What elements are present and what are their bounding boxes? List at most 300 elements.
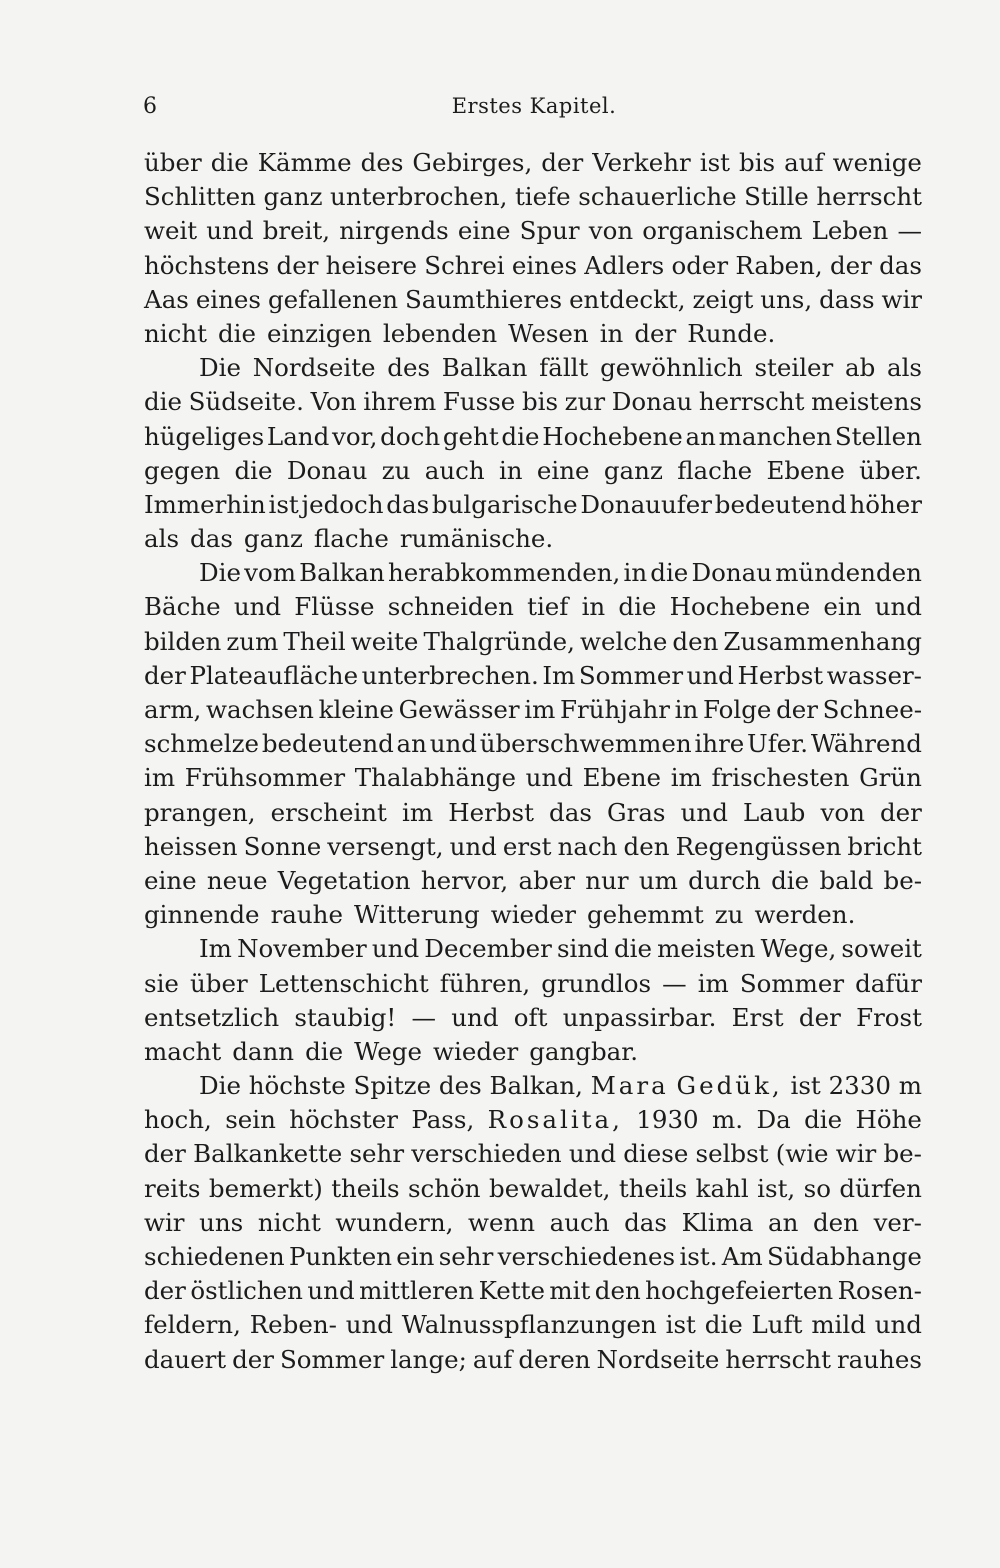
word: rauhe: [270, 900, 343, 930]
word: Rosalita,: [487, 1105, 623, 1135]
word: Stille: [744, 182, 809, 212]
word: bedeutend: [261, 729, 394, 759]
word: der: [144, 1139, 186, 1169]
word: und: [525, 763, 573, 793]
word: bilden: [144, 626, 222, 656]
word: Sonne: [243, 831, 322, 861]
word: Sommer: [578, 660, 684, 690]
word: Wesen: [508, 318, 589, 348]
word: Im: [542, 660, 576, 690]
word: Frühjahr: [560, 695, 670, 724]
word: Bäche: [144, 592, 221, 622]
word: sind: [556, 934, 609, 964]
word: das: [386, 489, 430, 519]
word: Gedük,: [676, 1071, 783, 1101]
word: Gewässer: [398, 695, 520, 724]
word: Donau: [611, 387, 693, 417]
word: gegen: [144, 455, 221, 485]
word: Balkan: [299, 558, 385, 588]
word: mit: [549, 1276, 591, 1306]
word: die: [501, 421, 540, 451]
word: Stellen: [834, 421, 922, 451]
word: Nordseite: [596, 1344, 720, 1374]
word: der: [541, 148, 584, 177]
word: gewöhnlich: [600, 353, 743, 383]
word: doch: [380, 421, 441, 451]
text-line: [144, 351, 922, 385]
word: Hochebene: [669, 592, 811, 622]
word: wenn: [468, 1207, 536, 1237]
word: Erst: [731, 1002, 784, 1032]
word: ist: [268, 489, 299, 519]
word: bricht: [847, 831, 922, 861]
word: höchstens: [144, 250, 270, 280]
text-line: [144, 1137, 922, 1171]
text-line: [144, 249, 922, 283]
word: ist: [699, 148, 730, 177]
word: macht: [144, 1036, 222, 1066]
word: Donauufer: [580, 489, 713, 519]
word: arm,: [144, 695, 202, 724]
word: und: [307, 1276, 355, 1306]
word: selbst: [695, 1139, 769, 1169]
text-line: [144, 796, 922, 830]
word: ab: [844, 353, 876, 383]
word: December: [424, 934, 552, 964]
word: Flüsse: [294, 592, 375, 622]
word: Pass,: [411, 1105, 475, 1135]
word: im: [670, 763, 702, 793]
word: hügeliges: [144, 421, 265, 451]
text-line: [144, 1172, 922, 1206]
text-line: [144, 1343, 922, 1377]
word: lange;: [390, 1344, 467, 1374]
text-line: [144, 283, 922, 317]
word: ganz: [263, 182, 323, 212]
word: Folge: [702, 695, 772, 724]
word: nirgends: [339, 216, 449, 246]
word: den: [672, 626, 719, 656]
word: höher: [849, 489, 922, 519]
word: über: [189, 968, 248, 998]
word: uns: [199, 1207, 244, 1237]
word: zu: [381, 455, 411, 485]
word: wasser-: [826, 660, 922, 690]
word: ihre: [694, 729, 745, 759]
word: uns,: [760, 284, 813, 314]
word: im: [524, 695, 556, 724]
word: des: [360, 148, 404, 177]
text-line: [144, 967, 922, 1001]
word: sehr: [349, 1139, 405, 1169]
word: auf: [472, 1344, 513, 1374]
word: Südseite.: [188, 387, 304, 417]
word: Im: [199, 934, 232, 964]
word: nach: [557, 831, 618, 861]
word: von: [820, 797, 865, 827]
page-number: 6: [143, 94, 157, 119]
word: die: [618, 592, 657, 622]
text-line: [144, 488, 922, 522]
word: Ebene: [766, 455, 845, 485]
word: die: [234, 455, 273, 485]
word: tief: [527, 592, 569, 622]
word: versengt,: [327, 831, 444, 861]
word: geht: [442, 421, 499, 451]
word: reits: [144, 1173, 201, 1203]
word: das: [190, 524, 233, 554]
word: des: [387, 353, 431, 383]
word: meisten: [657, 934, 756, 964]
word: theils: [331, 1173, 400, 1203]
word: Frühsommer: [184, 763, 346, 793]
word: schön: [407, 1173, 481, 1203]
word: den: [813, 1207, 859, 1237]
word: unterbrochen,: [330, 182, 508, 212]
word: dürfen: [839, 1173, 922, 1203]
word: eines: [511, 250, 578, 280]
word: kleine: [318, 695, 394, 724]
word: ganz: [603, 455, 663, 485]
word: Kette: [478, 1276, 545, 1306]
word: und: [451, 1002, 499, 1032]
text-line: [144, 1308, 922, 1342]
word: nicht: [257, 1207, 321, 1237]
word: der: [276, 250, 319, 280]
word: ginnende: [144, 900, 260, 930]
word: die: [305, 1036, 344, 1066]
word: Punkten: [288, 1242, 392, 1271]
text-line: [144, 522, 922, 556]
text-line: [144, 590, 922, 624]
word: im: [144, 763, 176, 793]
word: und: [371, 934, 420, 964]
word: grundlos: [541, 968, 652, 998]
text-line: [144, 180, 922, 214]
word: Spitze: [353, 1071, 432, 1101]
word: dass: [819, 284, 875, 314]
word: des: [438, 1071, 482, 1101]
text-line: [144, 420, 922, 454]
word: von: [588, 216, 634, 246]
word: unpassirbar.: [562, 1002, 717, 1032]
word: und: [568, 1139, 617, 1169]
text-line: [144, 693, 922, 727]
word: manchen: [718, 421, 833, 451]
word: meistens: [811, 387, 922, 417]
text-line: [144, 1274, 922, 1308]
word: schiedenen: [144, 1242, 285, 1271]
word: steiler: [754, 353, 834, 383]
text-line: [144, 625, 922, 659]
word: unterbrechen.: [361, 660, 539, 690]
word: Schnee-: [822, 695, 922, 724]
word: im: [402, 797, 434, 827]
word: Herbst: [448, 797, 534, 827]
word: in: [498, 455, 523, 485]
word: über: [144, 148, 202, 177]
word: Laub: [743, 797, 806, 827]
word: —: [897, 216, 922, 246]
word: und: [874, 1310, 922, 1340]
word: Ufer.: [747, 729, 809, 759]
word: der: [144, 1276, 186, 1306]
word: höchste: [248, 1071, 346, 1101]
word: Raben,: [735, 250, 823, 280]
word: gangbar.: [529, 1036, 639, 1066]
word: November: [237, 934, 367, 964]
word: der: [776, 695, 818, 724]
word: als: [144, 524, 180, 554]
text-line: [144, 659, 922, 693]
word: ein: [823, 592, 862, 622]
word: dauert: [144, 1344, 227, 1374]
word: hervor,: [420, 865, 509, 895]
word: vor,: [332, 421, 378, 451]
word: zu: [714, 900, 744, 930]
word: Gras: [607, 797, 666, 827]
word: Grün: [859, 763, 922, 793]
word: —: [411, 1002, 437, 1032]
word: heisere: [325, 250, 418, 280]
word: theils: [618, 1173, 688, 1203]
word: Runde.: [687, 318, 776, 348]
word: Balkan,: [489, 1071, 583, 1101]
word: oder: [671, 250, 729, 280]
word: wundern,: [335, 1207, 454, 1237]
word: Plateaufläche: [189, 660, 359, 690]
word: Zusammenhang: [723, 626, 922, 656]
word: der: [232, 1344, 275, 1374]
word: jedoch: [301, 489, 384, 519]
word: Lettenschicht: [258, 968, 429, 998]
text-line: [144, 454, 922, 488]
word: Thalabhänge: [354, 763, 516, 793]
word: auch: [424, 455, 485, 485]
word: gefallenen: [267, 284, 399, 314]
word: über.: [859, 455, 922, 485]
word: östlichen: [190, 1276, 303, 1306]
text-line: [144, 864, 922, 898]
word: Adlers: [584, 250, 665, 280]
word: das: [624, 1207, 667, 1237]
word: verschieden: [411, 1139, 562, 1169]
word: Immerhin: [144, 489, 266, 519]
word: flache: [677, 455, 753, 485]
word: 2330: [828, 1071, 891, 1101]
word: mündenden: [775, 558, 922, 588]
word: feldern,: [144, 1310, 241, 1340]
word: Kämme: [257, 148, 352, 177]
word: Leben: [811, 216, 889, 246]
word: Sommer: [280, 1344, 385, 1374]
word: erst: [502, 831, 552, 861]
word: Ebene: [582, 763, 661, 793]
word: Südabhange: [767, 1242, 922, 1271]
word: Die: [199, 558, 241, 588]
word: Balkankette: [193, 1139, 343, 1169]
word: herabkommenden,: [387, 558, 621, 588]
word: neue: [206, 865, 268, 895]
word: Theil: [283, 626, 346, 656]
word: und: [206, 216, 254, 246]
word: überschwemmen: [479, 729, 692, 759]
text-line: [144, 1206, 922, 1240]
word: rumänische.: [399, 524, 554, 554]
word: Die: [199, 353, 241, 383]
word: herrscht: [698, 387, 805, 417]
word: durch: [688, 865, 761, 895]
word: heissen: [144, 831, 238, 861]
text-line: [144, 385, 922, 419]
word: frischesten: [711, 763, 850, 793]
text-line: [144, 932, 922, 966]
word: eines: [195, 284, 261, 314]
word: sehr: [438, 1242, 494, 1271]
word: bewaldet,: [489, 1173, 611, 1203]
word: sie: [144, 968, 179, 998]
word: bis: [739, 148, 776, 177]
word: breit,: [262, 216, 331, 246]
word: Am: [721, 1242, 763, 1271]
word: Nordseite: [252, 353, 376, 383]
text-line: [144, 898, 922, 932]
word: herrscht: [725, 1344, 831, 1374]
text-line: [144, 1240, 922, 1274]
word: an: [396, 729, 427, 759]
word: und: [429, 729, 477, 759]
word: wenige: [832, 148, 922, 177]
word: Höhe: [855, 1105, 922, 1135]
word: eine: [536, 455, 590, 485]
word: m: [898, 1071, 922, 1101]
word: wir: [144, 1207, 185, 1237]
word: die: [771, 865, 810, 895]
word: und: [686, 660, 734, 690]
word: Saumthieres: [404, 284, 563, 314]
word: die: [144, 387, 183, 417]
text-line: [144, 1001, 922, 1035]
word: dann: [232, 1036, 295, 1066]
word: Balkan: [441, 353, 528, 383]
word: zeigt: [692, 284, 754, 314]
word: m.: [712, 1105, 744, 1135]
text-line: [144, 830, 922, 864]
word: eine: [144, 865, 197, 895]
word: nicht: [144, 318, 207, 348]
word: deren: [518, 1344, 591, 1374]
word: nur: [585, 865, 629, 895]
word: mild: [811, 1310, 866, 1340]
word: lebenden: [382, 318, 498, 348]
word: den: [594, 1276, 641, 1306]
word: die: [217, 318, 257, 348]
word: Gebirges,: [412, 148, 533, 177]
word: die: [804, 1105, 843, 1135]
word: oft: [513, 1002, 548, 1032]
word: der: [879, 797, 922, 827]
word: Schlitten: [144, 182, 256, 212]
word: tiefe: [514, 182, 571, 212]
word: Hochebene: [542, 421, 683, 451]
word: Spur: [519, 216, 580, 246]
word: so: [803, 1173, 831, 1203]
word: der: [634, 318, 677, 348]
word: flache: [313, 524, 389, 554]
word: Reben-: [249, 1310, 337, 1340]
word: weite: [350, 626, 419, 656]
word: schauerliche: [578, 182, 737, 212]
word: herrscht: [816, 182, 922, 212]
word: ihrem: [363, 387, 437, 417]
word: Mara: [590, 1071, 669, 1101]
word: eine: [457, 216, 511, 246]
word: in: [599, 318, 624, 348]
text-line: [144, 146, 922, 180]
word: und: [680, 797, 728, 827]
word: Thalgründe,: [423, 626, 575, 656]
word: ist.: [679, 1242, 718, 1271]
word: Da: [756, 1105, 791, 1135]
word: vom: [244, 558, 296, 588]
word: Regengüssen: [675, 831, 842, 861]
word: Land: [266, 421, 330, 451]
word: staubig!: [294, 1002, 397, 1032]
word: bald: [819, 865, 874, 895]
word: Schrei: [424, 250, 505, 280]
word: wachsen: [206, 695, 314, 724]
text-line: [144, 761, 922, 795]
word: erscheint: [270, 797, 387, 827]
word: Die: [199, 1071, 241, 1101]
word: werden.: [754, 900, 856, 930]
word: den: [623, 831, 670, 861]
text-line: [144, 1103, 922, 1137]
word: (wie: [775, 1139, 829, 1169]
text-line: [144, 214, 922, 248]
word: in: [581, 592, 606, 622]
word: wieder: [433, 1036, 519, 1066]
word: führen,: [439, 968, 531, 998]
word: Vegetation: [277, 865, 411, 895]
word: der: [798, 1002, 841, 1032]
word: schmelze: [144, 729, 260, 759]
word: als: [886, 353, 922, 383]
word: Luft: [751, 1310, 803, 1340]
word: mittleren: [359, 1276, 475, 1306]
word: wir: [881, 284, 922, 314]
word: Fusse: [442, 387, 516, 417]
word: prangen,: [144, 797, 256, 827]
word: gehemmt: [586, 900, 704, 930]
word: und: [874, 592, 922, 622]
word: be-: [883, 865, 922, 895]
word: auch: [549, 1207, 610, 1237]
word: be-: [883, 1139, 922, 1169]
word: an: [768, 1207, 799, 1237]
word: Donau: [691, 558, 773, 588]
text-line: [144, 1069, 922, 1103]
word: und: [233, 592, 282, 622]
word: weit: [144, 216, 198, 246]
word: hoch,: [144, 1105, 212, 1135]
word: bemerkt): [208, 1173, 323, 1203]
word: ver-: [873, 1207, 922, 1237]
text-line: [144, 1035, 922, 1069]
word: in: [674, 695, 699, 724]
word: das: [879, 250, 922, 280]
word: entsetzlich: [144, 1002, 280, 1032]
